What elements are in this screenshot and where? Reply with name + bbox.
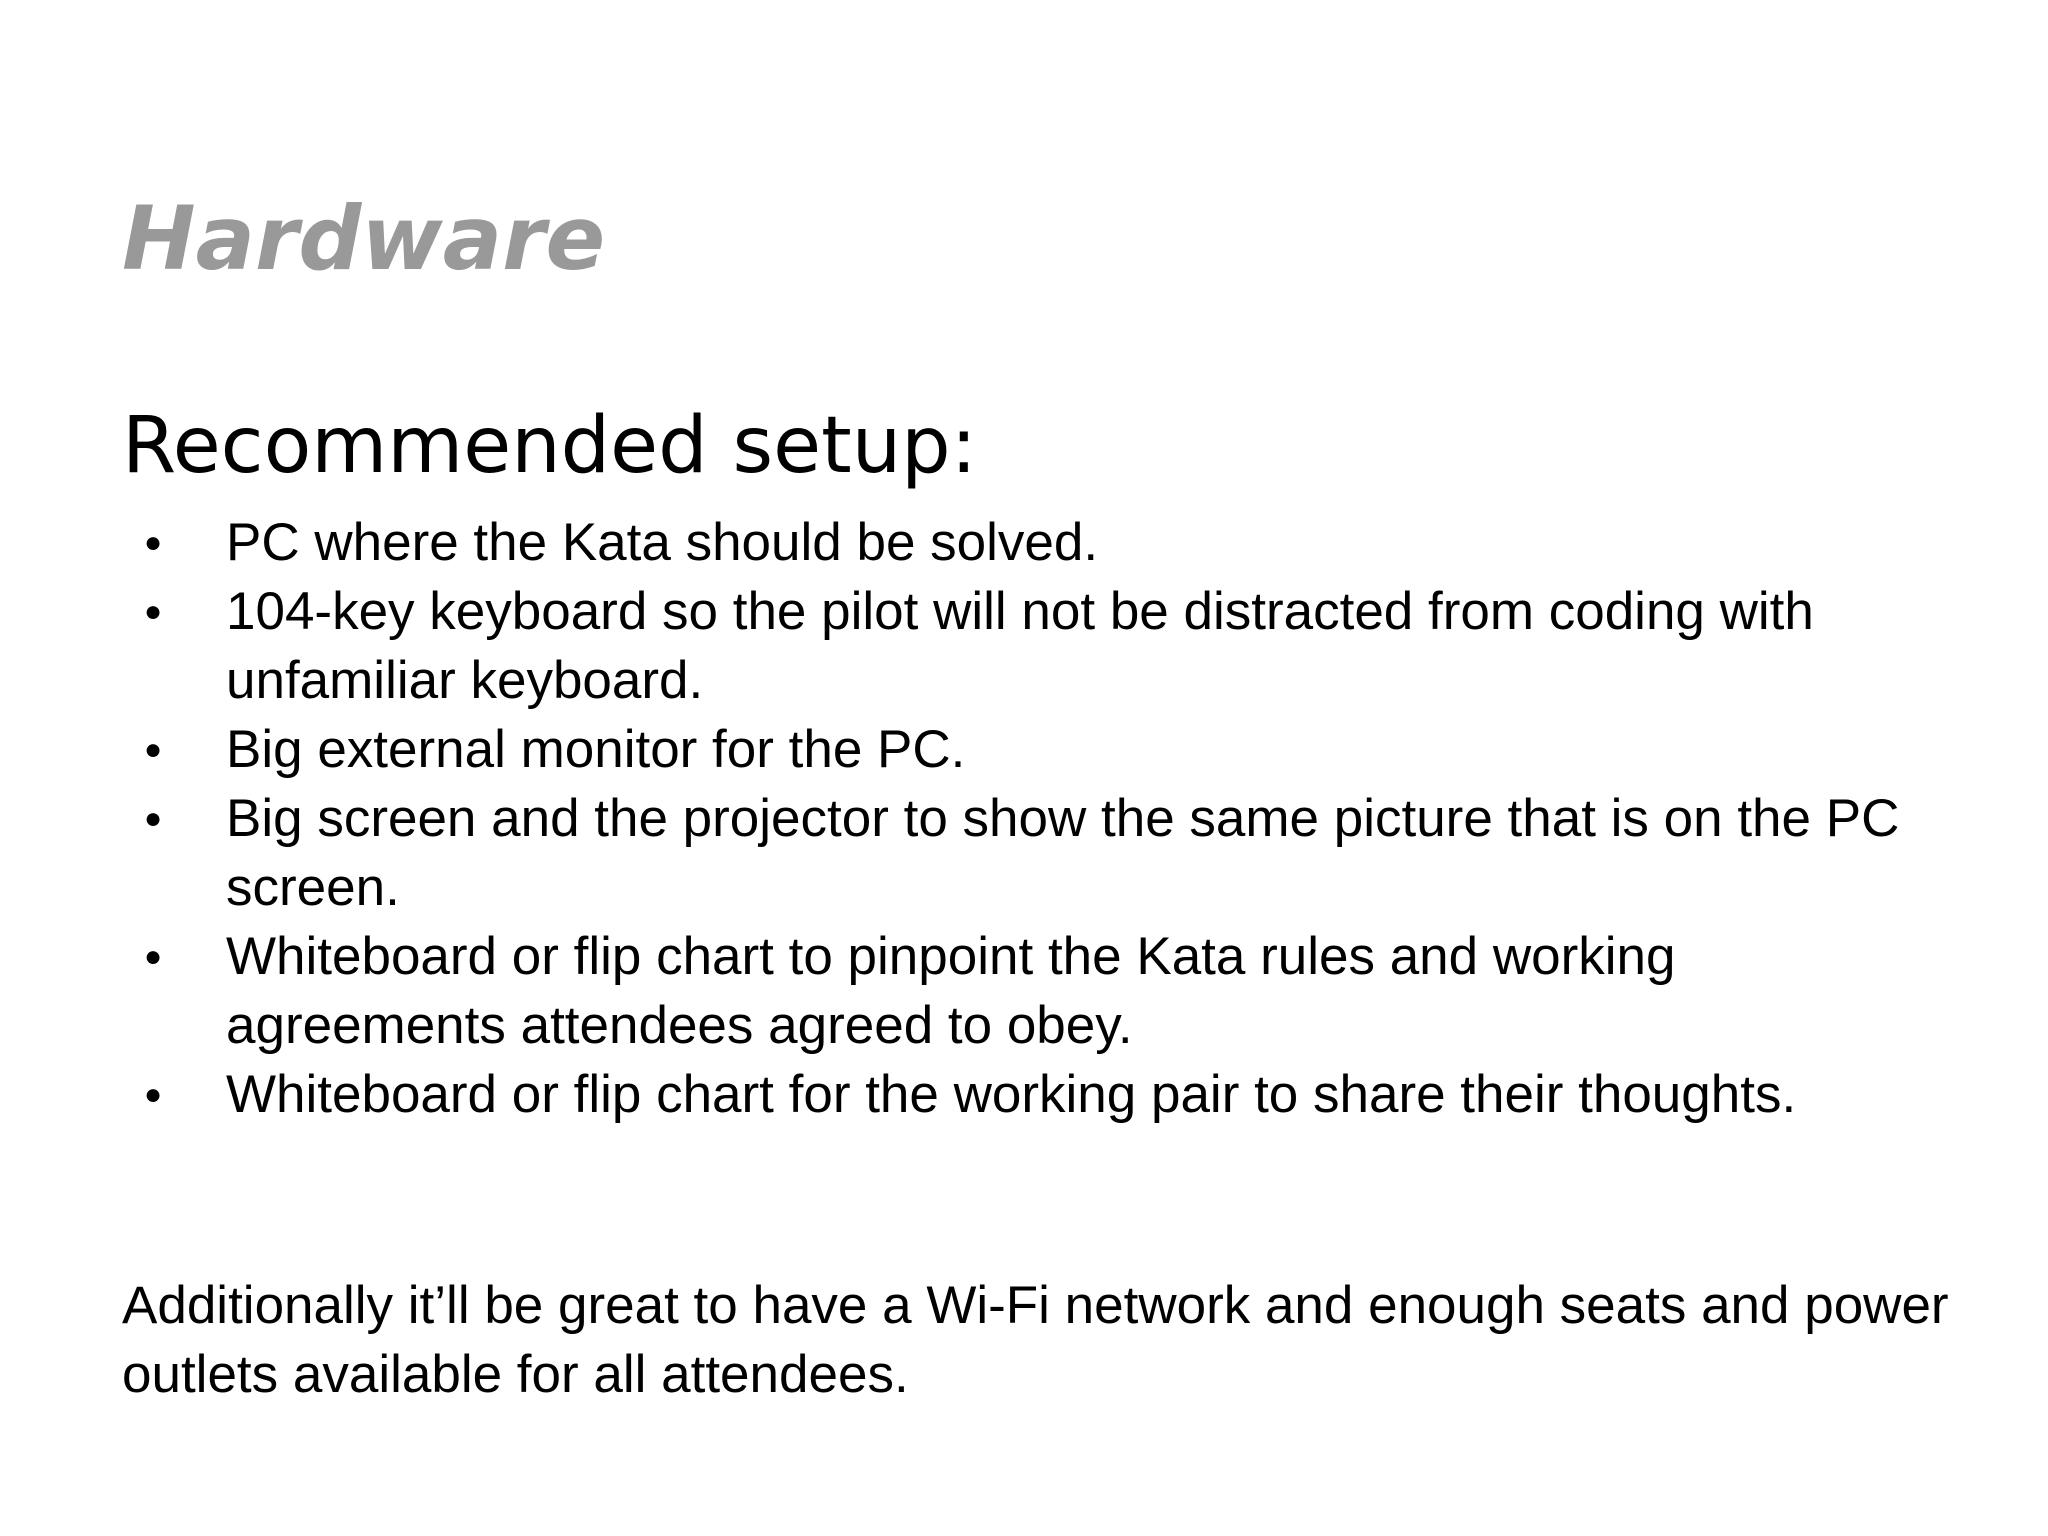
list-item-text: Whiteboard or flip chart to pinpoint the Kata rules and working agreements attendees agreed to obey. bbox=[226, 927, 1676, 1055]
bullet-icon: ● bbox=[144, 940, 163, 973]
list-item-text: Whiteboard or flip chart for the working pair to share their thoughts. bbox=[226, 1065, 1797, 1124]
setup-list bbox=[122, 508, 1942, 1129]
list-item-text: Big external monitor for the PC. bbox=[226, 720, 966, 779]
list-item bbox=[122, 577, 1942, 715]
slide-title: Hardware bbox=[122, 187, 606, 290]
bullet-icon: ● bbox=[144, 526, 163, 559]
footnote-paragraph: Additionally it’ll be great to have a Wi-Fi network and enough seats and power outlets available for all attendees. bbox=[122, 1276, 1949, 1404]
list-item-text: Big screen and the projector to show the same picture that is on the PC screen. bbox=[226, 789, 1900, 917]
bullet-icon: ● bbox=[144, 1078, 163, 1111]
bullet-icon: ● bbox=[144, 802, 163, 835]
bullet-icon: ● bbox=[144, 733, 163, 766]
list-item bbox=[122, 508, 1942, 577]
section-heading: Recommended setup: bbox=[122, 401, 977, 491]
list-item-text: 104-key keyboard so the pilot will not be distracted from coding with unfamiliar keyboard. bbox=[226, 582, 1814, 710]
list-item bbox=[122, 922, 1942, 1060]
bullet-icon: ● bbox=[144, 595, 163, 628]
list-item bbox=[122, 715, 1942, 784]
list-item-text: PC where the Kata should be solved. bbox=[226, 513, 1099, 572]
list-item bbox=[122, 1060, 1942, 1129]
list-item bbox=[122, 784, 1942, 922]
